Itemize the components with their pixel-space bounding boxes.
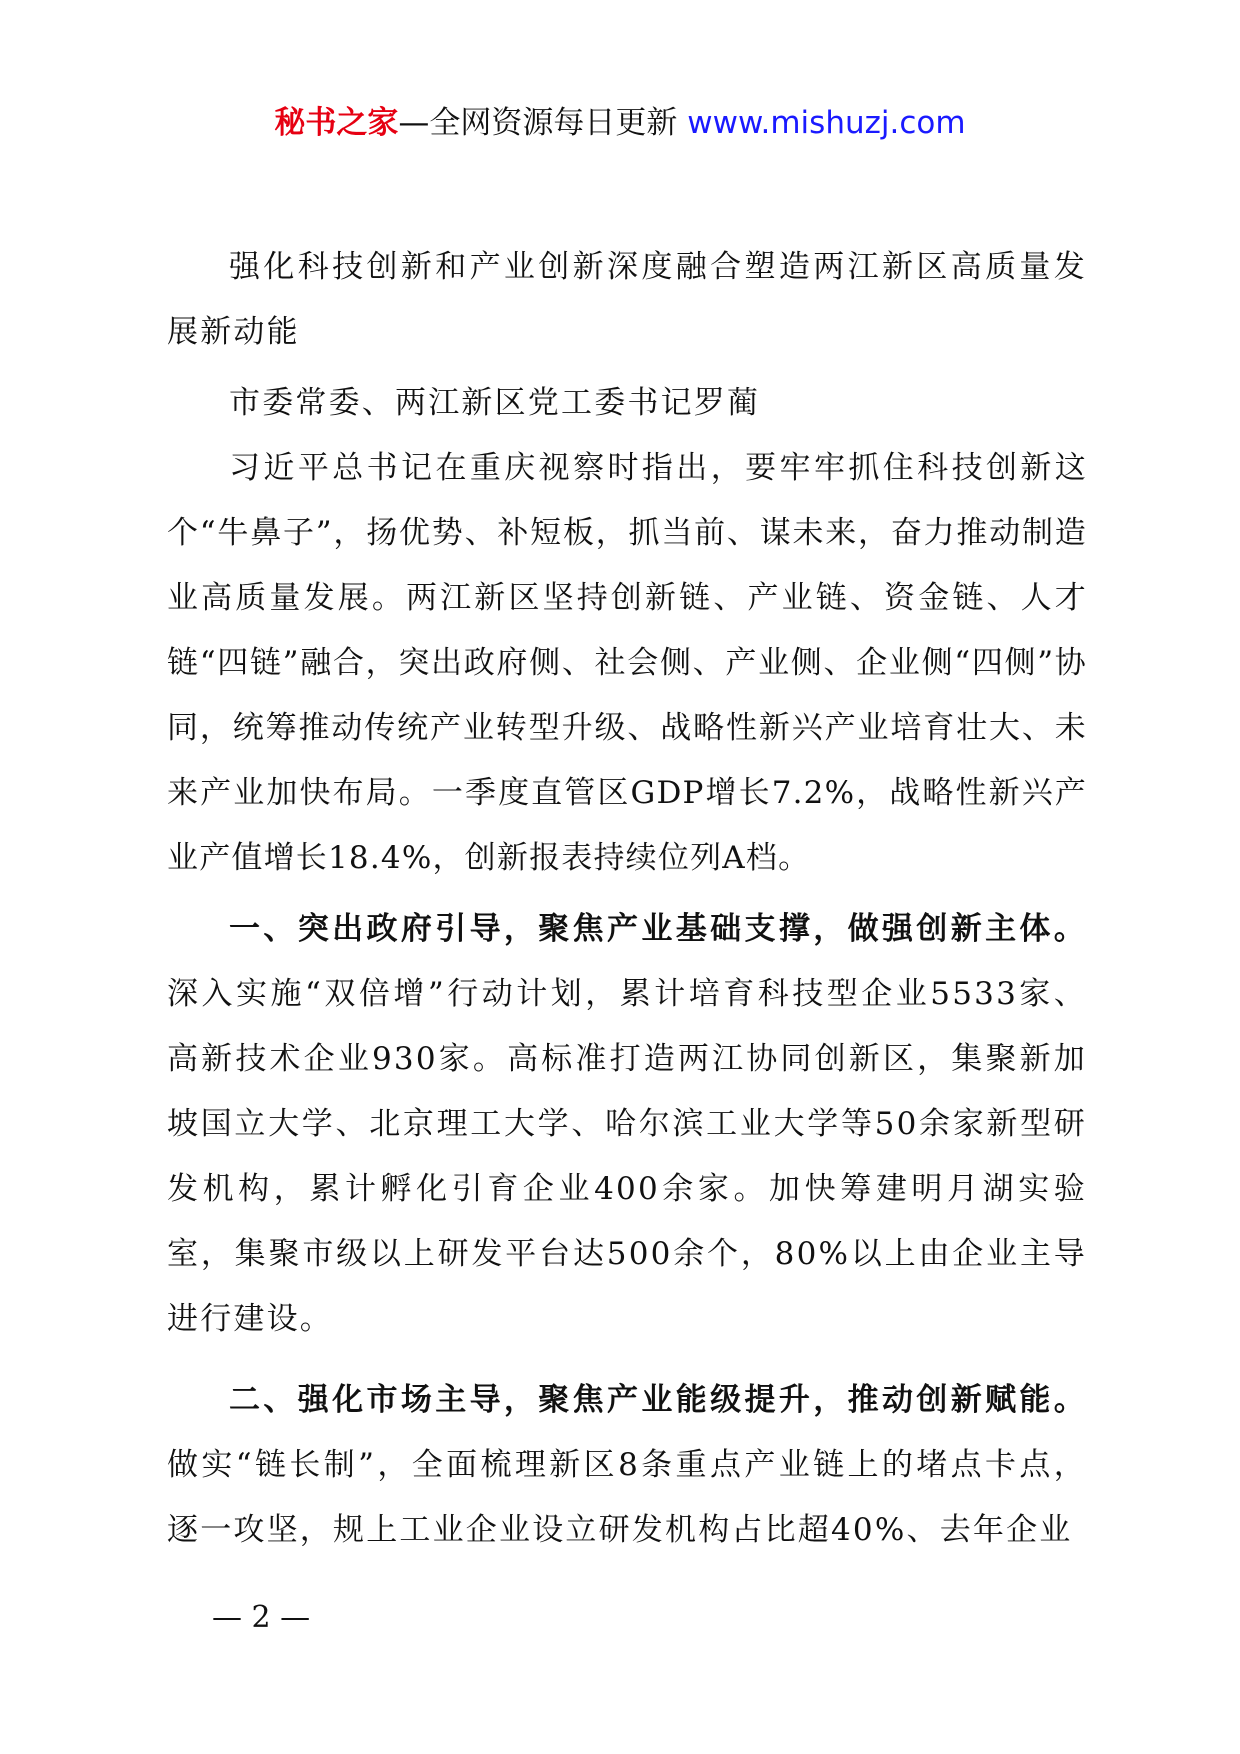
page-number: — 2 — bbox=[212, 1600, 311, 1635]
article-section-2 bbox=[167, 1368, 1087, 1563]
site-url-link[interactable]: www.mishuzj.com bbox=[687, 105, 966, 141]
site-slogan: —全网资源每日更新 bbox=[398, 105, 678, 141]
section-text: 做实“链长制”，全面梳理新区8条重点产业链上的堵点卡点，逐一攻坚，规上工业企业设立研发机构占比超40%、去年企业 bbox=[167, 1447, 1087, 1548]
section-heading: 二、强化市场主导，聚焦产业能级提升，推动创新赋能。 bbox=[229, 1382, 1087, 1418]
site-header bbox=[0, 98, 1240, 148]
section-heading: 一、突出政府引导，聚焦产业基础支撑，做强创新主体。 bbox=[229, 911, 1087, 947]
article-body bbox=[167, 235, 1087, 1563]
site-brand: 秘书之家 bbox=[274, 105, 399, 141]
article-author: 市委常委、两江新区党工委书记罗蔺 bbox=[229, 385, 761, 421]
article-title: 强化科技创新和产业创新深度融合塑造两江新区高质量发展新动能 bbox=[167, 249, 1087, 350]
section-text: 深入实施“双倍增”行动计划，累计培育科技型企业5533家、高新技术企业930家。高标准打造两江协同创新区，集聚新加坡国立大学、北京理工大学、哈尔滨工业大学等50余家新型研发机构，累计孵化引育企业400余家。加快筹建明月湖实验室，集聚市级以上研发平台达500余个，80%以上由企业主导进行建设。 bbox=[167, 976, 1087, 1337]
article-section-1 bbox=[167, 897, 1087, 1352]
article-intro: 习近平总书记在重庆视察时指出，要牢牢抓住科技创新这个“牛鼻子”，扬优势、补短板，抓当前、谋未来，奋力推动制造业高质量发展。两江新区坚持创新链、产业链、资金链、人才链“四链”融合，突出政府侧、社会侧、产业侧、企业侧“四侧”协同，统筹推动传统产业转型升级、战略性新兴产业培育壮大、未来产业加快布局。一季度直管区GDP增长7.2%，战略性新兴产业产值增长18.4%，创新报表持续位列A档。 bbox=[167, 450, 1087, 876]
